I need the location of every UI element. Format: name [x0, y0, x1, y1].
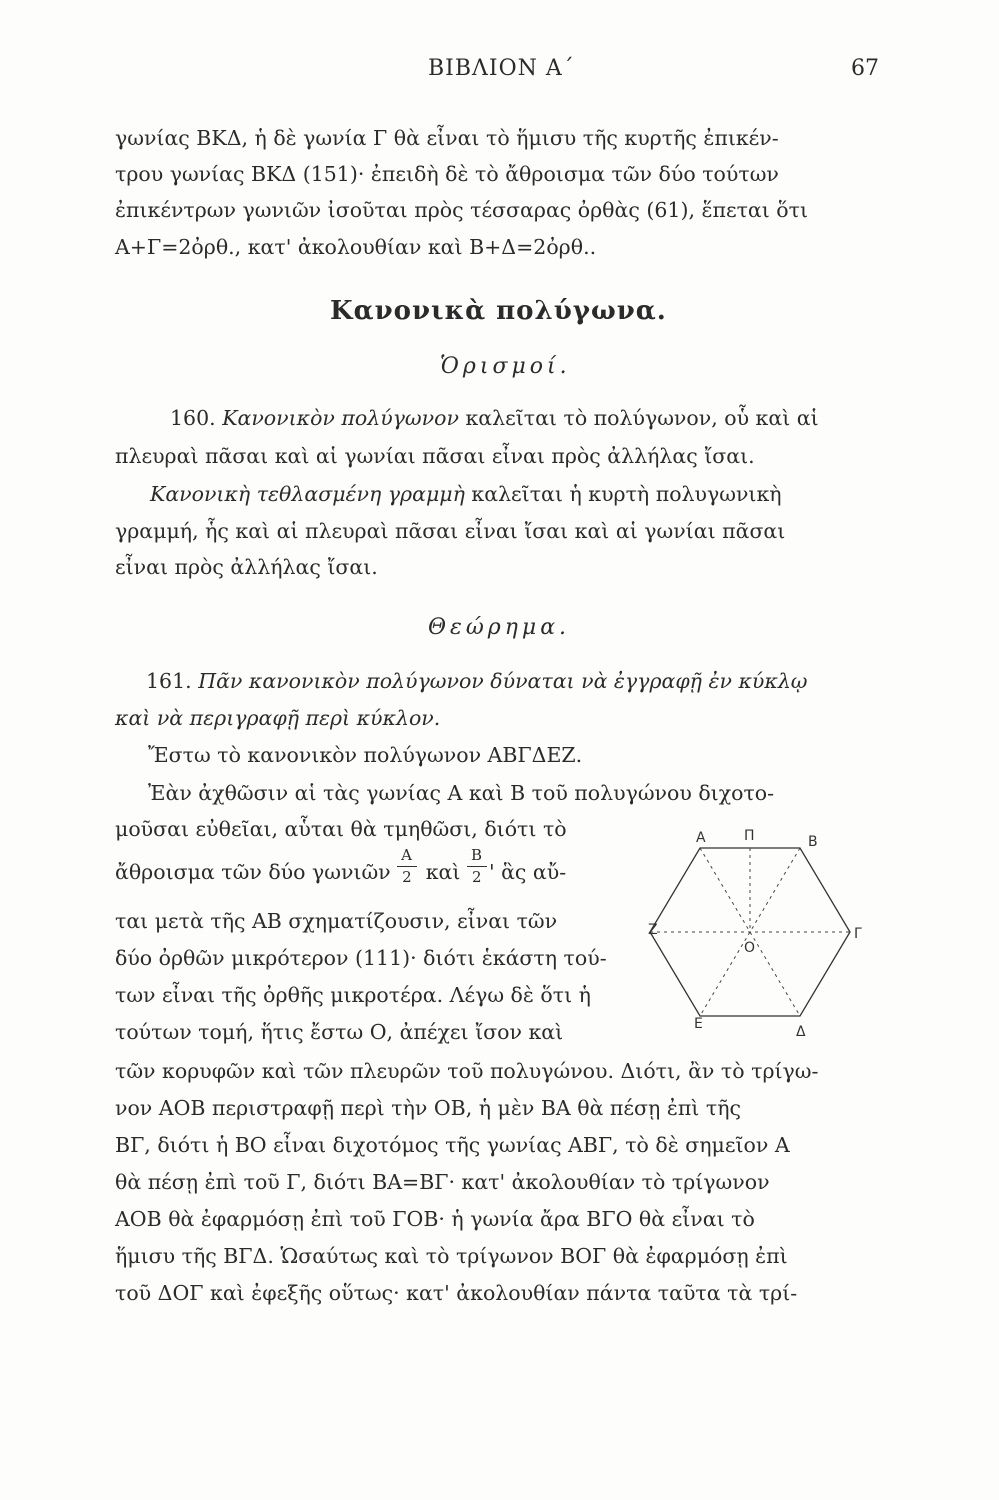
label-a: Α: [696, 830, 706, 846]
fraction-bar: [397, 866, 417, 867]
hexagon-diagram: [650, 810, 890, 1050]
text-line: τούτων τομή, ἥτις ἔστω Ο, ἀπέχει ἴσον καὶ: [115, 1020, 564, 1044]
theorem-161: [146, 671, 808, 692]
construction-lines: [650, 848, 850, 1016]
label-o: Ο: [744, 940, 756, 956]
text-line: δύο ὀρθῶν μικρότερον (111)· διότι ἑκάστη τού-: [115, 946, 607, 970]
fraction-denominator: 2: [471, 867, 482, 886]
definition-160: [170, 408, 819, 429]
fraction-bar: [467, 866, 487, 867]
text-line: εἶναι πρὸς ἀλλήλας ἴσαι.: [115, 555, 378, 579]
fraction-numerator: Β: [470, 845, 482, 864]
text-line: ἥμισυ τῆς ΒΓΔ. Ὡσαύτως καὶ τὸ τρίγωνον ΒΟΓ θὰ ἐφαρμόσῃ ἐπὶ: [115, 1244, 788, 1268]
definition-line: [150, 484, 782, 505]
section-title: Κανονικὰ πολύγωνα.: [330, 296, 667, 326]
subheading-theorem: Θεώρημα.: [428, 615, 571, 640]
text-segment: καὶ: [425, 860, 461, 884]
text-line: ΑΟΒ θὰ ἐφαρμόσῃ ἐπὶ τοῦ ΓΟΒ· ἡ γωνία ἄρα ΒΓΟ θὰ εἶναι τὸ: [115, 1207, 755, 1231]
running-title: ΒΙΒΛΙΟΝ Α΄: [428, 56, 575, 81]
def-term: Κανονικὸν πολύγωνον: [222, 406, 459, 430]
text-line: ἐπικέντρων γωνιῶν ἰσοῦται πρὸς τέσσαρας ὀρθὰς (61), ἕπεται ὅτι: [115, 198, 809, 222]
text-segment: ἄθροισμα τῶν δύο γωνιῶν: [115, 860, 391, 884]
label-b: Β: [808, 834, 818, 850]
page-number: 67: [851, 56, 879, 81]
text-line: μοῦσαι εὐθεῖαι, αὗται θὰ τμηθῶσι, διότι τὸ: [115, 817, 567, 841]
fraction-denominator: 2: [402, 867, 412, 886]
text-line: τοῦ ΔΟΓ καὶ ἐφεξῆς οὕτως· κατ' ἀκολουθίαν πάντα ταῦτα τὰ τρί-: [115, 1281, 798, 1305]
text-line: των εἶναι τῆς ὀρθῆς μικροτέρα. Λέγω δὲ ὅτι ἡ: [115, 983, 591, 1007]
label-z: Ζ: [648, 922, 658, 938]
text-line: γωνίας ΒΚΔ, ἡ δὲ γωνία Γ θὰ εἶναι τὸ ἥμισυ τῆς κυρτῆς ἐπικέν-: [115, 126, 779, 150]
label-d: Δ: [796, 1024, 806, 1040]
text-line: Ἔστω τὸ κανονικὸν πολύγωνον ΑΒΓΔΕΖ.: [148, 743, 583, 767]
subheading-definitions: Ὁρισμοί.: [440, 354, 571, 379]
theorem-text: Πᾶν κανονικὸν πολύγωνον δύναται νὰ ἐγγραφῇ ἐν κύκλῳ: [198, 669, 808, 693]
text-line: νον ΑΟΒ περιστραφῇ περὶ τὴν ΟΒ, ἡ μὲν ΒΑ θὰ πέσῃ ἐπὶ τῆς: [115, 1096, 741, 1120]
text-segment: ' ἃς αὔ-: [488, 860, 567, 884]
text-line: γραμμή, ἧς καὶ αἱ πλευραὶ πᾶσαι εἶναι ἴσαι καὶ αἱ γωνίαι πᾶσαι: [115, 519, 786, 543]
text-line: τῶν κορυφῶν καὶ τῶν πλευρῶν τοῦ πολυγώνου. Διότι, ἂν τὸ τρίγω-: [115, 1059, 819, 1083]
theorem-text-line: καὶ νὰ περιγραφῇ περὶ κύκλον.: [115, 706, 441, 730]
label-e: Ε: [694, 1016, 703, 1032]
fraction-line: [115, 845, 567, 886]
def-term: Κανονικὴ τεθλασμένη γραμμὴ: [150, 482, 465, 506]
label-g: Γ: [854, 926, 862, 942]
text-line: ΒΓ, διότι ἡ ΒΟ εἶναι διχοτόμος τῆς γωνίας ΑΒΓ, τὸ δὲ σημεῖον Α: [115, 1133, 790, 1157]
theorem-number: 161.: [146, 669, 192, 693]
text-line: Ἐὰν ἀχθῶσιν αἱ τὰς γωνίας Α καὶ Β τοῦ πολυγώνου διχοτο-: [148, 781, 775, 805]
def-number: 160.: [170, 406, 216, 430]
fraction-numerator: Α: [401, 845, 413, 864]
page-header: [0, 56, 999, 90]
text-line: πλευραὶ πᾶσαι καὶ αἱ γωνίαι πᾶσαι εἶναι πρὸς ἀλλήλας ἴσαι.: [115, 444, 755, 468]
fraction: [397, 845, 419, 886]
def-text: καλεῖται τὸ πολύγωνον, οὗ καὶ αἱ: [458, 406, 819, 430]
text-line: ται μετὰ τῆς ΑΒ σχηματίζουσιν, εἶναι τῶν: [115, 909, 558, 933]
text-line: θὰ πέσῃ ἐπὶ τοῦ Γ, διότι ΒΑ=ΒΓ· κατ' ἀκολουθίαν τὸ τρίγωνον: [115, 1170, 770, 1194]
text-line: τρου γωνίας ΒΚΔ (151)· ἐπειδὴ δὲ τὸ ἄθροισμα τῶν δύο τούτων: [115, 162, 779, 186]
label-p: Π: [744, 828, 755, 844]
text-line: Α+Γ=2ὀρθ., κατ' ἀκολουθίαν καὶ Β+Δ=2ὀρθ..: [115, 235, 597, 259]
def-text: καλεῖται ἡ κυρτὴ πολυγωνικὴ: [464, 482, 782, 506]
fraction: [467, 845, 489, 886]
